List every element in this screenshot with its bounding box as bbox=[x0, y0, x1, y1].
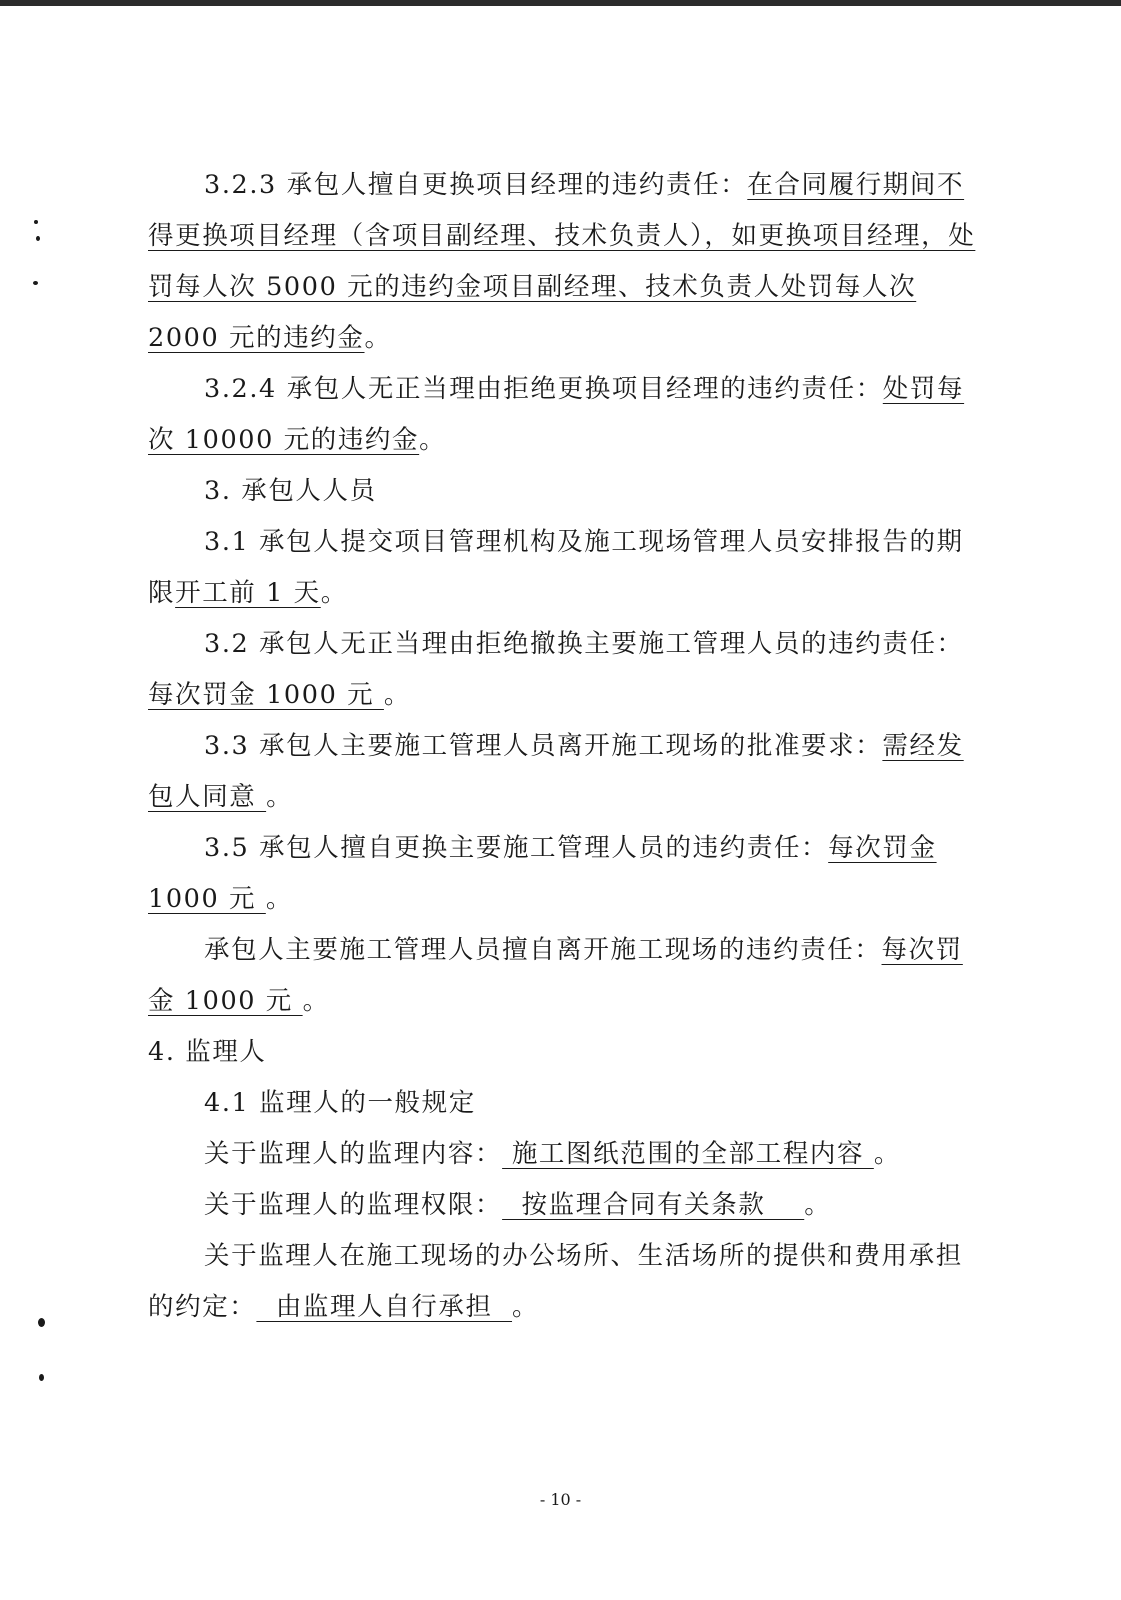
clause-label: 3.3 承包人主要施工管理人员离开施工现场的批准要求： bbox=[204, 731, 883, 761]
clause-3-5 bbox=[148, 823, 988, 925]
scan-speck bbox=[38, 1318, 45, 1327]
scan-speck bbox=[34, 220, 38, 224]
clause-label: 关于监理人的监理权限： bbox=[204, 1190, 503, 1220]
clause-supervision-content bbox=[148, 1129, 988, 1180]
document-body bbox=[148, 160, 988, 1333]
clause-3-2-4 bbox=[148, 364, 988, 466]
clause-end: 。 bbox=[302, 986, 330, 1016]
filled-value: 每次罚金 1000 元 bbox=[148, 680, 384, 710]
clause-supervision-authority bbox=[148, 1180, 988, 1231]
clause-3-3 bbox=[148, 721, 988, 823]
scan-speck bbox=[33, 281, 38, 285]
clause-label: 3.5 承包人擅自更换主要施工管理人员的违约责任： bbox=[204, 833, 829, 863]
clause-end: 。 bbox=[266, 782, 294, 812]
filled-value: 需经发包人同意 bbox=[148, 731, 964, 812]
clause-4-1: 4.1 监理人的一般规定 bbox=[204, 1088, 476, 1118]
clause-3-1 bbox=[148, 517, 988, 619]
clause-end: 。 bbox=[383, 680, 412, 710]
page-number: - 10 - bbox=[539, 1490, 582, 1509]
clause-end: 。 bbox=[804, 1190, 832, 1220]
section-heading-4: 4. 监理人 bbox=[148, 1037, 267, 1067]
clause-end: 。 bbox=[265, 884, 293, 914]
clause-leave-site bbox=[148, 925, 988, 1027]
clause-label: 3.2 承包人无正当理由拒绝撤换主要施工管理人员的违约责任： bbox=[204, 629, 964, 659]
filled-value: 施工图纸范围的全部工程内容 bbox=[502, 1139, 874, 1169]
filled-value: 在合同履行期间不得更换项目经理（含项目副经理、技术负责人），如更换项目经理，处罚每人次 5000 元的违约金项目副经理、技术负责人处罚每人次 2000 元的违约金 bbox=[148, 170, 976, 353]
clause-3-2 bbox=[148, 619, 988, 721]
filled-value: 每次罚金 1000 元 bbox=[148, 935, 963, 1016]
filled-value: 由监理人自行承担 bbox=[256, 1292, 513, 1322]
filled-value: 处罚每次 10000 元的违约金 bbox=[148, 374, 965, 455]
scan-top-edge bbox=[0, 0, 1121, 6]
section-heading-3: 3. 承包人人员 bbox=[204, 476, 377, 506]
clause-end: 。 bbox=[512, 1292, 540, 1322]
filled-value: 开工前 1 天 bbox=[175, 578, 321, 608]
clause-label: 3.2.3 承包人擅自更换项目经理的违约责任： bbox=[204, 170, 748, 200]
filled-value: 按监理合同有关条款 bbox=[502, 1190, 805, 1220]
clause-label: 承包人主要施工管理人员擅自离开施工现场的违约责任： bbox=[204, 935, 882, 965]
clause-label: 关于监理人在施工现场的办公场所、生活场所的提供和费用承担的约定： bbox=[148, 1241, 963, 1322]
clause-office-provision bbox=[148, 1231, 988, 1333]
scan-speck bbox=[39, 1374, 44, 1381]
filled-value: 每次罚金 1000 元 bbox=[148, 833, 937, 914]
clause-label: 3.1 承包人提交项目管理机构及施工现场管理人员安排报告的期限 bbox=[148, 527, 964, 608]
clause-label: 3.2.4 承包人无正当理由拒绝更换项目经理的违约责任： bbox=[204, 374, 883, 404]
clause-end: 。 bbox=[320, 578, 348, 608]
clause-end: 。 bbox=[873, 1139, 901, 1169]
clause-3-2-3 bbox=[148, 160, 988, 364]
clause-end: 。 bbox=[419, 425, 447, 455]
scan-speck bbox=[36, 236, 40, 241]
clause-end: 。 bbox=[364, 323, 392, 353]
clause-label: 关于监理人的监理内容： bbox=[204, 1139, 503, 1169]
